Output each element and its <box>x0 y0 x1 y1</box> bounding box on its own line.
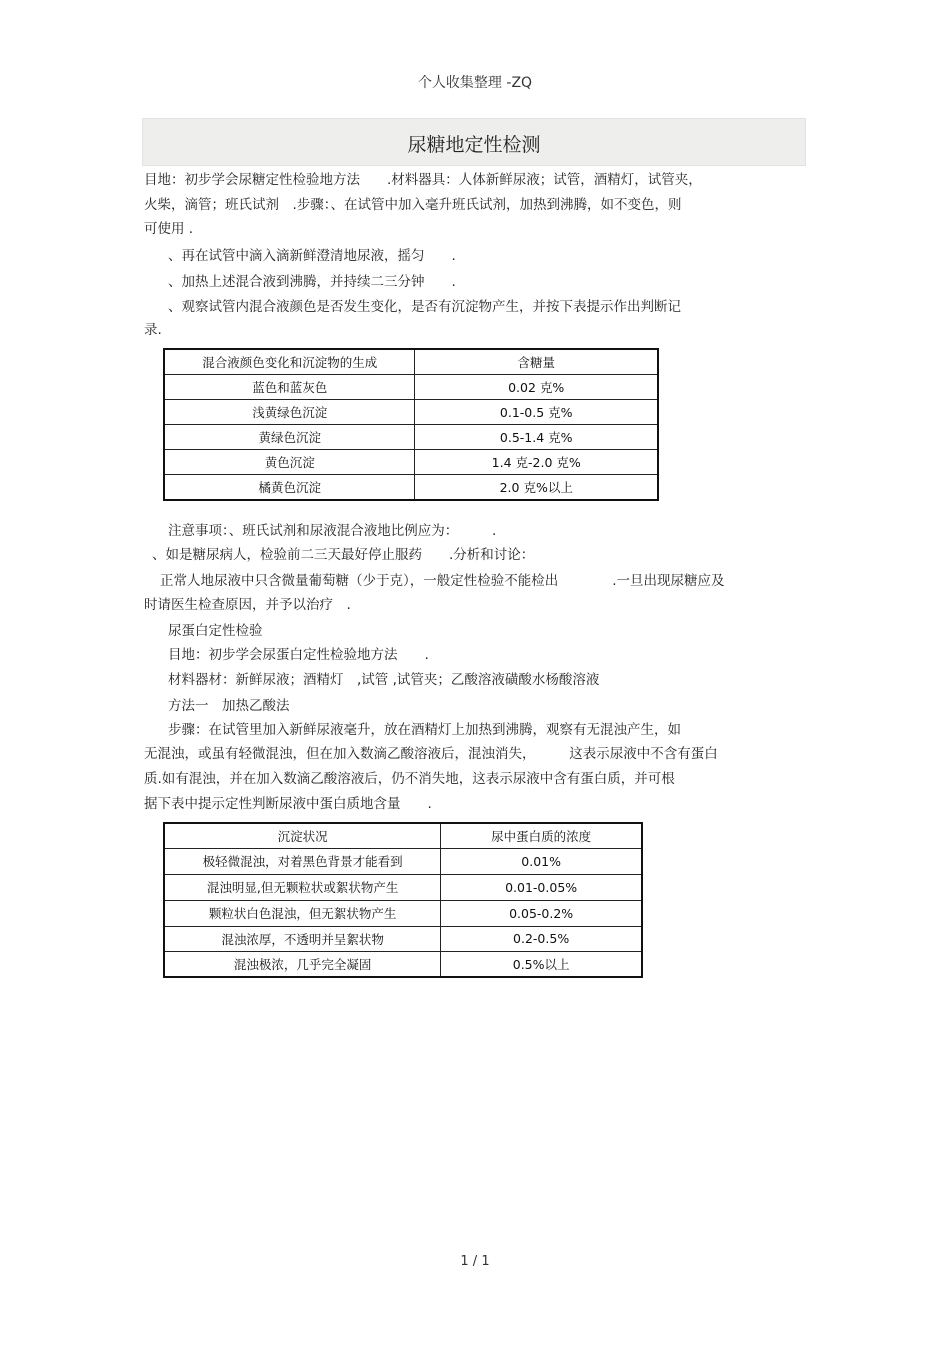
sugar-table <box>163 348 659 501</box>
step-4-continued: 录. <box>144 322 162 338</box>
table-cell: 颗粒状白色混浊，但无絮状物产生 <box>164 900 441 926</box>
table-cell: 0.05-0.2% <box>441 900 642 926</box>
table-cell: 1.4 克-2.0 克% <box>415 449 658 474</box>
table-header-row <box>164 823 642 848</box>
protein-steps-4: 据下表中提示定性判断尿液中蛋白质地含量 . <box>144 796 432 812</box>
table-cell: 0.5-1.4 克% <box>415 424 658 449</box>
table-header-row <box>164 349 658 374</box>
table-cell: 黄色沉淀 <box>164 449 415 474</box>
table-cell: 黄绿色沉淀 <box>164 424 415 449</box>
notes-2: 、如是糖尿病人，检验前二三天最好停止服药 .分析和讨论： <box>152 547 535 563</box>
page-number: 1 / 1 <box>460 1254 490 1269</box>
table-row <box>164 449 658 474</box>
table-header-cell: 沉淀状况 <box>164 823 441 848</box>
page-header: 个人收集整理 -ZQ <box>417 75 533 91</box>
table-cell: 0.01% <box>441 848 642 874</box>
step-3: 、加热上述混合液到沸腾，并持续二三分钟 . <box>168 274 456 290</box>
table-row <box>164 926 642 951</box>
protein-method: 方法一 加热乙酸法 <box>168 698 290 714</box>
step-2: 、再在试管中滴入滴新鲜澄清地尿液，摇匀 . <box>168 248 456 264</box>
table-cell: 0.5%以上 <box>441 951 642 977</box>
table-cell: 0.01-0.05% <box>441 874 642 900</box>
table-row <box>164 900 642 926</box>
protein-materials: 材料器材：新鲜尿液；酒精灯 ,试管 ,试管夹；乙酸溶液磺酸水杨酸溶液 <box>168 672 600 688</box>
protein-steps-2: 无混浊，或虽有轻微混浊，但在加入数滴乙酸溶液后，混浊消失， 这表示尿液中不含有蛋白 <box>144 746 718 762</box>
table-row <box>164 848 642 874</box>
notes-1: 注意事项：、班氏试剂和尿液混合液地比例应为： . <box>168 523 497 539</box>
discussion-1: 正常人地尿液中只含微量葡萄糖（少于克），一般定性检验不能检出 .一旦出现尿糖应及 <box>160 573 725 589</box>
table-cell: 极轻微混浊，对着黑色背景才能看到 <box>164 848 441 874</box>
table-header-cell: 含糖量 <box>415 349 658 374</box>
page-title: 尿糖地定性检测 <box>407 134 541 156</box>
table-row <box>164 374 658 399</box>
table-header-cell: 混合液颜色变化和沉淀物的生成 <box>164 349 415 374</box>
table-row <box>164 474 658 500</box>
discussion-2: 时请医生检查原因，并予以治疗 . <box>144 597 351 613</box>
table-cell: 混浊明显,但无颗粒状或絮状物产生 <box>164 874 441 900</box>
paragraph-usable: 可使用 . <box>144 221 194 237</box>
table-cell: 0.1-0.5 克% <box>415 399 658 424</box>
step-4: 、观察试管内混合液颜色是否发生变化，是否有沉淀物产生，并按下表提示作出判断记 <box>168 299 681 315</box>
table-cell: 混浊极浓，几乎完全凝固 <box>164 951 441 977</box>
table-cell: 0.02 克% <box>415 374 658 399</box>
protein-steps-1: 步骤：在试管里加入新鲜尿液毫升，放在酒精灯上加热到沸腾，观察有无混浊产生，如 <box>168 722 681 738</box>
table-header-cell: 尿中蛋白质的浓度 <box>441 823 642 848</box>
section-heading-protein: 尿蛋白定性检验 <box>168 623 263 639</box>
table-cell: 0.2-0.5% <box>441 926 642 951</box>
table-cell: 橘黄色沉淀 <box>164 474 415 500</box>
protein-table <box>163 822 643 978</box>
protein-steps-3: 质.如有混浊，并在加入数滴乙酸溶液后，仍不消失地，这表示尿液中含有蛋白质，并可根 <box>144 771 675 787</box>
table-cell: 蓝色和蓝灰色 <box>164 374 415 399</box>
paragraph-materials: 火柴，滴管；班氏试剂 .步骤：、在试管中加入毫升班氏试剂，加热到沸腾，如不变色，则 <box>144 197 682 213</box>
paragraph-purpose: 目地：初步学会尿糖定性检验地方法 .材料器具：人体新鲜尿液；试管，酒精灯，试管夹， <box>144 172 702 188</box>
table-row <box>164 874 642 900</box>
protein-purpose: 目地：初步学会尿蛋白定性检验地方法 . <box>168 647 429 663</box>
table-cell: 2.0 克%以上 <box>415 474 658 500</box>
table-cell: 浅黄绿色沉淀 <box>164 399 415 424</box>
table-row <box>164 951 642 977</box>
table-row <box>164 424 658 449</box>
table-cell: 混浊浓厚，不透明并呈絮状物 <box>164 926 441 951</box>
table-row <box>164 399 658 424</box>
